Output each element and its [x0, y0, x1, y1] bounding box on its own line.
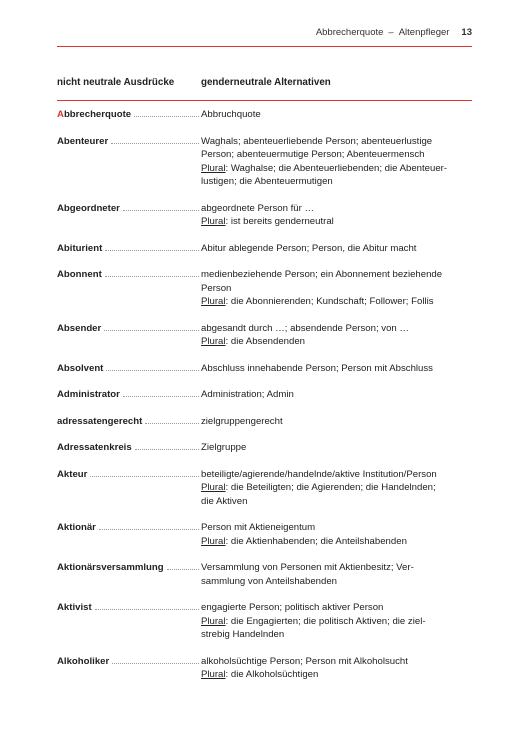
entry-alternatives: [201, 268, 472, 309]
alternative-line: Waghals; abenteuerliebende Person; abenteuerlustige: [201, 135, 433, 147]
term-text: Abgeordneter: [57, 202, 120, 214]
term-text: adressatengerecht: [57, 415, 143, 427]
alternative-line: Person mit Aktieneigentum: [201, 522, 316, 533]
entry-alternatives: [201, 388, 472, 402]
alternative-line: Versammlung von Personen mit Aktienbesitz; Ver-: [201, 562, 414, 573]
term-text: Abiturient: [57, 242, 103, 254]
header-section: Abbrecherquote: [315, 27, 384, 38]
dotted-leader: [135, 449, 199, 450]
plural-text: : ist bereits genderneutral: [225, 216, 334, 227]
page-number: 13: [461, 27, 472, 38]
entry-alternatives: [201, 415, 472, 429]
plural-text: : die Aktienhabenden; die Anteilshabenden: [225, 535, 407, 547]
alternative-line: abgeordnete Person für …: [201, 202, 315, 214]
term-text: Adressatenkreis: [57, 442, 132, 453]
glossary-entry: [57, 561, 472, 588]
term-text: Abenteurer: [57, 135, 109, 147]
entry-alternatives: [201, 441, 472, 455]
dotted-leader: [134, 116, 199, 117]
plural-line: [201, 495, 472, 509]
column-header-right: genderneutrale Alternativen: [201, 77, 331, 88]
entry-alternatives: [201, 135, 472, 189]
entry-alternatives: [201, 362, 472, 376]
alternative-line: zielgruppengerecht: [201, 415, 283, 427]
plural-label: Plural: [201, 336, 226, 347]
dotted-leader: [112, 663, 199, 664]
entry-alternatives: [201, 322, 472, 349]
top-rule: [57, 46, 472, 47]
entry-term: [57, 441, 201, 455]
entry-term: [57, 468, 201, 482]
plural-line: [201, 481, 472, 495]
glossary-entry: [57, 521, 472, 548]
entry-alternatives: [201, 561, 472, 588]
entry-term: [57, 415, 201, 429]
term-text: Administrator: [57, 389, 120, 400]
glossary-entry: [57, 322, 472, 349]
glossary-entry: [57, 362, 472, 376]
entry-alternatives: [201, 468, 472, 509]
glossary-entry: [57, 135, 472, 189]
dotted-leader: [104, 330, 199, 331]
entry-term: [57, 521, 201, 535]
plural-label: Plural: [201, 162, 226, 174]
term-rest: bbrecherquote: [63, 109, 132, 120]
entry-alternatives: [201, 521, 472, 548]
alternative-line: Administration; Admin: [201, 389, 294, 400]
plural-text: : die Beteiligten; die Agierenden; die Handelnden;: [225, 482, 436, 493]
entry-term: [57, 388, 201, 402]
dotted-leader: [106, 370, 199, 371]
alternative-line: Zielgruppe: [201, 442, 247, 453]
alternative-line: beteiligte/agierende/handelnde/aktive Institution/Person: [201, 468, 437, 480]
term-text: Alkoholiker: [57, 655, 110, 667]
entry-alternatives: [201, 655, 472, 682]
alternative-line: Abschluss innehabende Person; Person mit Abschluss: [201, 362, 433, 374]
term-text: Aktionär: [57, 522, 96, 533]
entry-term: [57, 601, 201, 615]
entry-term: [57, 322, 201, 336]
term-text: Abonnent: [57, 269, 102, 280]
dotted-leader: [167, 569, 199, 570]
entry-term: [57, 268, 201, 282]
plural-line: [201, 628, 472, 642]
glossary-list: [57, 108, 472, 695]
header-rule: [57, 100, 472, 101]
dotted-leader: [123, 210, 199, 211]
dotted-leader: [123, 396, 199, 397]
plural-label: Plural: [201, 216, 226, 227]
plural-text: : die Engagierten; die politisch Aktiven; die ziel-: [225, 615, 426, 627]
plural-line: [201, 615, 472, 629]
entry-term: [57, 202, 201, 216]
term-text: [57, 108, 131, 122]
column-header-left: nicht neutrale Ausdrücke: [57, 77, 175, 88]
entry-alternatives: [201, 242, 472, 256]
dotted-leader: [99, 529, 199, 530]
entry-alternatives: [201, 601, 472, 642]
plural-text: : die Abonnierenden; Kundschaft; Follower; Follis: [225, 296, 434, 307]
dotted-leader: [145, 423, 199, 424]
plural-text: : Waghalse; die Abenteuerliebenden; die Abenteuer-: [225, 162, 448, 174]
alternative-line: medienbeziehende Person; ein Abonnement beziehende: [201, 269, 443, 280]
alternative-line: sammlung von Anteilshabenden: [201, 575, 338, 587]
dotted-leader: [90, 476, 199, 477]
plural-line: [201, 668, 472, 682]
plural-line: [201, 175, 472, 189]
plural-label: Plural: [201, 535, 226, 547]
alternative-line: Abitur ablegende Person; Person, die Abitur macht: [201, 242, 417, 254]
plural-line: [201, 162, 472, 176]
glossary-entry: [57, 468, 472, 509]
glossary-entry: [57, 441, 472, 455]
plural-line: [201, 335, 472, 349]
glossary-entry: [57, 202, 472, 229]
glossary-entry: [57, 655, 472, 682]
term-text: Aktionärsversammlung: [57, 562, 164, 573]
entry-term: [57, 108, 201, 122]
glossary-entry: [57, 415, 472, 429]
entry-term: [57, 135, 201, 149]
plural-line: [201, 295, 472, 309]
entry-term: [57, 561, 201, 575]
glossary-entry: [57, 601, 472, 642]
glossary-entry: [57, 108, 472, 122]
plural-text: : die Alkoholsüchtigen: [225, 669, 319, 680]
plural-label: Plural: [201, 296, 226, 307]
plural-text: strebig Handelnden: [201, 629, 285, 640]
plural-label: Plural: [201, 669, 226, 680]
glossary-entry: [57, 388, 472, 402]
entry-term: [57, 655, 201, 669]
glossary-entry: [57, 242, 472, 256]
dotted-leader: [105, 250, 199, 251]
entry-alternatives: [201, 108, 472, 122]
plural-text: die Aktiven: [201, 495, 248, 507]
entry-alternatives: [201, 202, 472, 229]
page-header: [316, 27, 472, 38]
term-text: Absender: [57, 322, 102, 334]
glossary-entry: [57, 268, 472, 309]
alternative-line: abgesandt durch …; absendende Person; von …: [201, 322, 410, 334]
header-subsection: Altenpfleger: [398, 27, 450, 38]
plural-line: [201, 215, 472, 229]
plural-text: lustigen; die Abenteuermutigen: [201, 176, 333, 187]
header-separator: –: [388, 27, 394, 38]
term-initial-letter: A: [57, 109, 64, 120]
alternative-line: engagierte Person; politisch aktiver Person: [201, 602, 384, 613]
alternative-line: Person: [201, 282, 232, 294]
dotted-leader: [111, 143, 199, 144]
plural-line: [201, 535, 472, 549]
plural-label: Plural: [201, 482, 226, 493]
term-text: Absolvent: [57, 362, 104, 374]
alternative-line: alkoholsüchtige Person; Person mit Alkoholsucht: [201, 655, 408, 667]
dotted-leader: [95, 609, 199, 610]
dotted-leader: [105, 276, 199, 277]
entry-term: [57, 242, 201, 256]
term-text: Akteur: [57, 468, 88, 480]
plural-label: Plural: [201, 615, 226, 627]
alternative-line: Person; abenteuermutige Person; Abenteuermensch: [201, 149, 425, 160]
term-text: Aktivist: [57, 602, 92, 613]
entry-term: [57, 362, 201, 376]
plural-text: : die Absendenden: [225, 336, 306, 347]
alternative-line: Abbruchquote: [201, 109, 261, 120]
